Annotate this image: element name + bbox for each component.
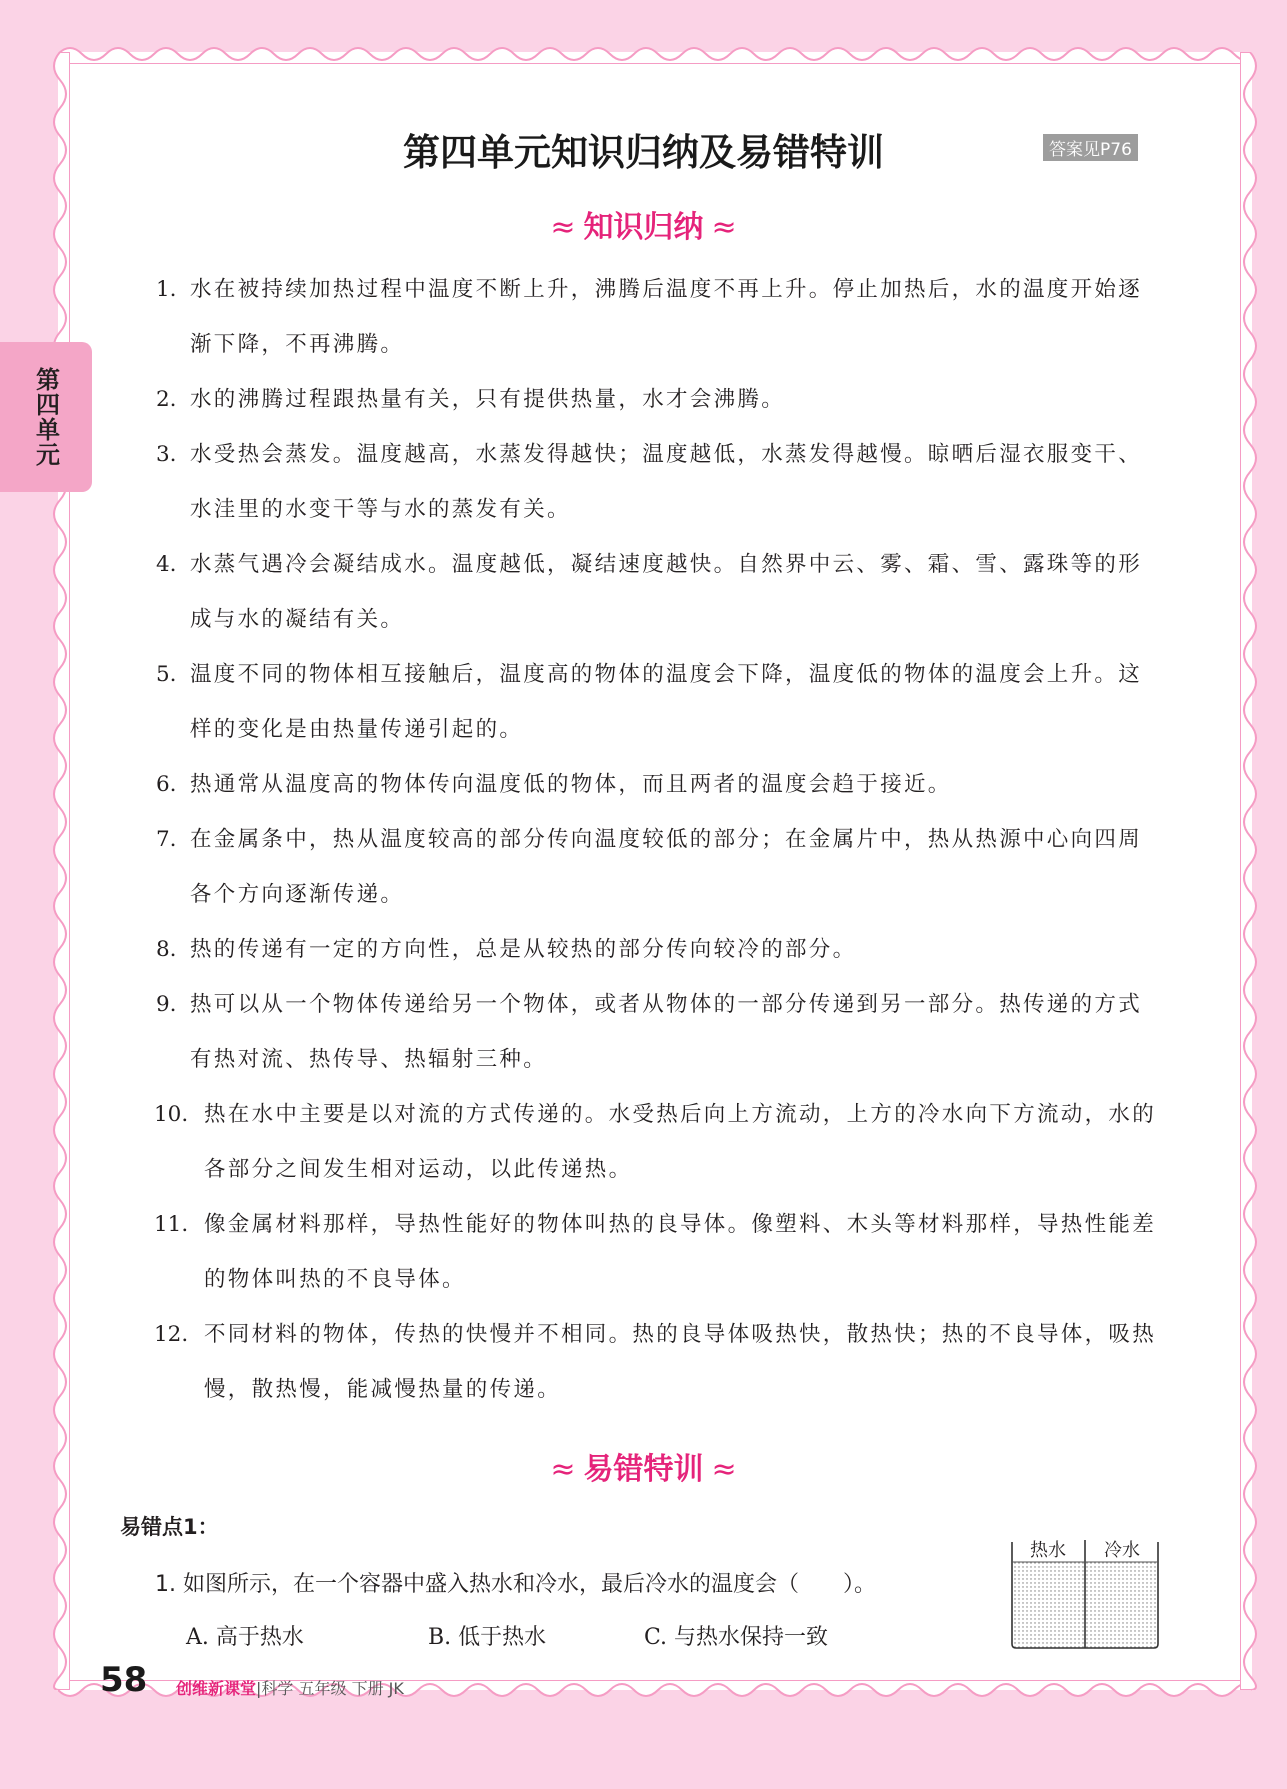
knowledge-item xyxy=(150,1087,1160,1197)
figure-label-cold: 冷水 xyxy=(1104,1540,1140,1561)
knowledge-item xyxy=(150,427,1160,537)
wave-ornament-icon: ≈ xyxy=(550,210,576,245)
wave-ornament-icon: ≈ xyxy=(711,210,737,245)
wave-ornament-icon: ≈ xyxy=(550,1452,576,1487)
item-text: 像金属材料那样，导热性能好的物体叫热的良导体。像塑料、木头等材料那样，导热性能差的物体叫热的不良导体。 xyxy=(204,1212,1157,1292)
wavy-border-top xyxy=(58,40,1252,64)
error-point-label: 易错点1： xyxy=(120,1515,219,1539)
knowledge-item xyxy=(150,537,1160,647)
item-text: 水的沸腾过程跟热量有关，只有提供热量，水才会沸腾。 xyxy=(190,387,786,412)
item-text: 热通常从温度高的物体传向温度低的物体，而且两者的温度会趋于接近。 xyxy=(190,772,952,797)
option-b: B. 低于热水 xyxy=(428,1625,547,1650)
option-a: A. 高于热水 xyxy=(186,1625,304,1650)
knowledge-item xyxy=(150,262,1160,372)
section-heading-knowledge-label: 知识归纳 xyxy=(583,210,704,245)
item-number: 2. xyxy=(156,387,177,412)
footer-info xyxy=(176,1676,404,1699)
unit-side-tab xyxy=(0,342,92,492)
knowledge-item xyxy=(150,372,1160,427)
item-text: 热在水中主要是以对流的方式传递的。水受热后向上方流动，上方的冷水向下方流动，水的各部分之间发生相对运动，以此传递热。 xyxy=(204,1102,1157,1182)
item-text: 水蒸气遇冷会凝结成水。温度越低，凝结速度越快。自然界中云、雾、霜、雪、露珠等的形成与水的凝结有关。 xyxy=(190,552,1143,632)
item-number: 7. xyxy=(156,827,177,852)
knowledge-item xyxy=(150,812,1160,922)
knowledge-item xyxy=(150,757,1160,812)
item-text: 在金属条中，热从温度较高的部分传向温度较低的部分；在金属片中，热从热源中心向四周各个方向逐渐传递。 xyxy=(190,827,1143,907)
footer-subject: |科学 五年级 下册 JK xyxy=(256,1679,404,1698)
item-number: 6. xyxy=(156,772,177,797)
unit-side-tab-label: 第四单元 xyxy=(31,367,60,467)
page-number: 58 xyxy=(100,1660,148,1700)
item-number: 9. xyxy=(156,992,177,1017)
item-number: 11. xyxy=(154,1212,189,1237)
item-text: 温度不同的物体相互接触后，温度高的物体的温度会下降，温度低的物体的温度会上升。这样的变化是由热量传递引起的。 xyxy=(190,662,1143,742)
section-heading-training-label: 易错特训 xyxy=(583,1452,704,1487)
item-number: 3. xyxy=(156,442,177,467)
section-heading-training xyxy=(0,1444,1287,1488)
item-number: 8. xyxy=(156,937,177,962)
section-heading-knowledge xyxy=(0,202,1287,246)
page-title: 第四单元知识归纳及易错特训 xyxy=(403,131,884,174)
item-number: 12. xyxy=(154,1322,189,1347)
footer-brand: 创维新课堂 xyxy=(176,1679,257,1698)
question-number: 1. xyxy=(155,1572,176,1597)
item-number: 1. xyxy=(156,277,177,302)
knowledge-item xyxy=(150,922,1160,977)
knowledge-item xyxy=(150,1307,1160,1417)
question-1 xyxy=(155,1567,876,1598)
knowledge-item xyxy=(150,977,1160,1087)
wave-ornament-icon: ≈ xyxy=(711,1452,737,1487)
figure-label-hot: 热水 xyxy=(1030,1540,1066,1561)
item-text: 水在被持续加热过程中温度不断上升，沸腾后温度不再上升。停止加热后，水的温度开始逐渐下降，不再沸腾。 xyxy=(190,277,1143,357)
knowledge-item xyxy=(150,1197,1160,1307)
item-text: 热可以从一个物体传递给另一个物体，或者从物体的一部分传递到另一部分。热传递的方式有热对流、热传导、热辐射三种。 xyxy=(190,992,1143,1072)
option-c: C. 与热水保持一致 xyxy=(644,1625,829,1650)
item-text: 水受热会蒸发。温度越高，水蒸发得越快；温度越低，水蒸发得越慢。晾晒后湿衣服变干、水洼里的水变干等与水的蒸发有关。 xyxy=(190,442,1143,522)
item-text: 热的传递有一定的方向性，总是从较热的部分传向较冷的部分。 xyxy=(190,937,857,962)
knowledge-item xyxy=(150,647,1160,757)
item-text: 不同材料的物体，传热的快慢并不相同。热的良导体吸热快，散热快；热的不良导体，吸热慢，散热慢，能减慢热量的传递。 xyxy=(204,1322,1157,1402)
knowledge-list xyxy=(150,262,1160,1417)
item-number: 10. xyxy=(154,1102,189,1127)
item-number: 4. xyxy=(156,552,177,577)
item-number: 5. xyxy=(156,662,177,687)
container-figure xyxy=(1010,1534,1160,1650)
answer-reference-badge: 答案见P76 xyxy=(1043,134,1138,161)
question-text: 如图所示，在一个容器中盛入热水和冷水，最后冷水的温度会（ ）。 xyxy=(183,1572,877,1597)
